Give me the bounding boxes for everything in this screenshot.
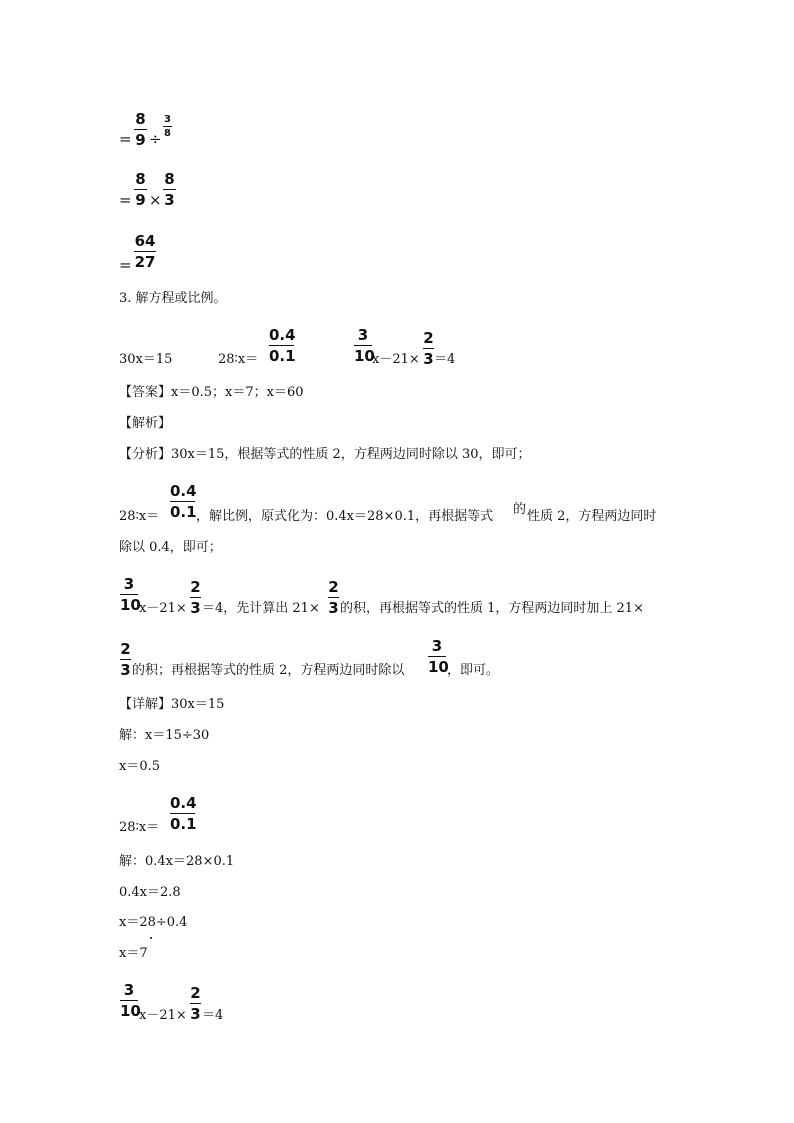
fraction-0.4-0.1: 0.4 0.1 xyxy=(170,794,197,833)
fraction-3-10: 3 10 xyxy=(120,981,141,1020)
analysis-line-5-text: 的积；再根据等式的性质 2，方程两边同时除以 xyxy=(132,663,405,678)
equals-sign: = xyxy=(119,256,132,274)
detail-line-1: 【详解】30x＝15 xyxy=(119,697,225,712)
analysis-line-3: 除以 0.4，即可； xyxy=(119,540,222,555)
detail-line-5: 解：0.4x＝28×0.1 xyxy=(119,854,235,869)
fraction-3-10: 3 10 xyxy=(354,326,375,365)
analysis-line-4-tail: 的积，再根据等式的性质 1，方程两边同时加上 21× xyxy=(340,601,644,616)
fraction-3-10: 3 10 xyxy=(428,637,449,676)
fraction-2-3: 2 3 xyxy=(190,984,201,1023)
fraction-8-3: 8 3 xyxy=(164,170,175,209)
fraction-8-9: 8 9 xyxy=(135,110,146,149)
fraction-2-3: 2 3 xyxy=(423,329,434,368)
equation-3-mid: x－21× xyxy=(372,352,420,367)
analysis-line-2-prefix: 28∶x＝ xyxy=(119,509,160,524)
analysis-line-2-text-a: ，解比例，原式化为：0.4x＝28×0.1，再根据等式 xyxy=(196,509,494,524)
analysis-line-2-raised: 的 xyxy=(513,502,527,517)
answer-line: 【答案】x＝0.5；x＝7；x＝60 xyxy=(119,385,304,400)
detail-line-3: x＝0.5 xyxy=(119,759,161,774)
fraction-64-27: 64 27 xyxy=(134,232,156,271)
fraction-3-8: 3 8 xyxy=(164,114,171,139)
fraction-3-10: 3 10 xyxy=(120,575,141,614)
analysis-heading: 【解析】 xyxy=(119,416,172,431)
analysis-line-4-text: ＝4，先计算出 21× xyxy=(202,601,320,616)
analysis-line-1: 【分析】30x＝15，根据等式的性质 2，方程两边同时除以 30，即可； xyxy=(119,447,531,462)
fraction-0.4-0.1: 0.4 0.1 xyxy=(170,482,197,521)
fraction-2-3: 2 3 xyxy=(190,578,201,617)
fraction-2-3: 2 3 xyxy=(328,578,339,617)
detail-line-7: x＝28÷0.4 xyxy=(119,915,188,930)
equation-2-prefix: 28∶x＝ xyxy=(218,352,259,367)
divide-sign: ÷ xyxy=(149,130,162,148)
detail-eq2-prefix: 28∶x＝ xyxy=(119,820,160,835)
equals-sign: = xyxy=(119,191,132,209)
detail-eq3-end: ＝4 xyxy=(202,1008,224,1023)
fraction-0.4-0.1: 0.4 0.1 xyxy=(269,326,296,365)
question-title: 3. 解方程或比例。 xyxy=(119,291,227,306)
detail-eq3-mid: x－21× xyxy=(139,1008,187,1023)
fraction-8-9: 8 9 xyxy=(135,170,146,209)
repeating-dot-mark xyxy=(150,937,152,939)
detail-line-2: 解：x＝15÷30 xyxy=(119,728,210,743)
analysis-line-5-tail: ，即可。 xyxy=(447,663,500,678)
detail-line-6: 0.4x＝2.8 xyxy=(119,885,181,900)
equals-sign: = xyxy=(119,130,132,148)
equation-1: 30x＝15 xyxy=(119,352,173,367)
multiply-sign: × xyxy=(149,191,162,209)
equation-3-end: ＝4 xyxy=(434,352,456,367)
analysis-line-2-text-b: 性质 2，方程两边同时 xyxy=(527,509,657,524)
analysis-line-4-mid: x－21× xyxy=(139,601,187,616)
detail-line-8: x＝7 xyxy=(119,946,148,961)
fraction-2-3: 2 3 xyxy=(120,640,131,679)
